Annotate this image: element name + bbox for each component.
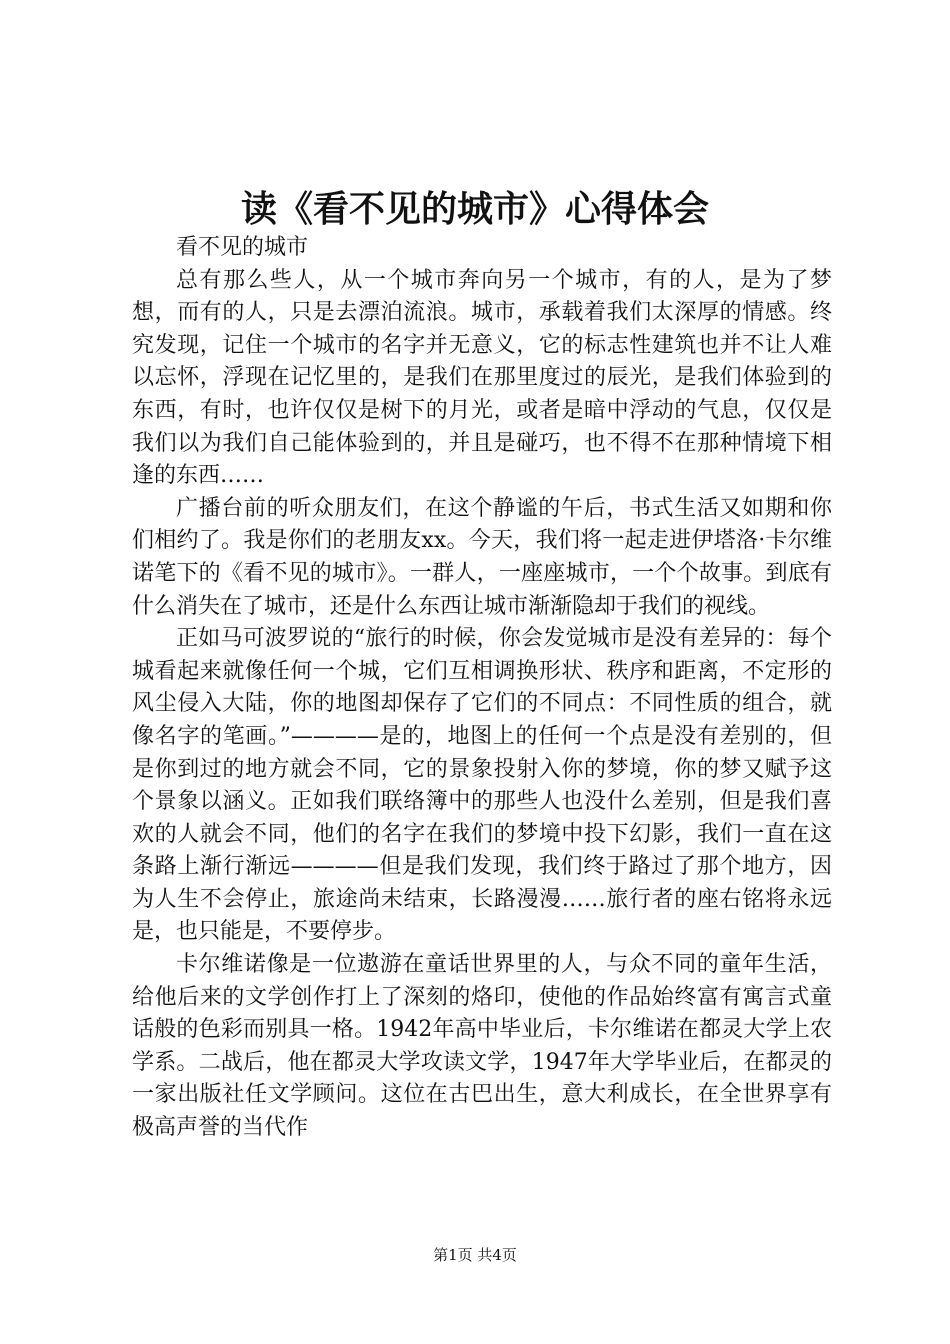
document-subtitle: 看不见的城市 [176,235,309,260]
paragraph-4: 卡尔维诺像是一位遨游在童话世界里的人，与众不同的童年生活，给他后来的文学创作打上了深刻的烙印，使他的作品始终富有寓言式童话般的色彩而别具一格。1942年高中毕业后，卡尔维诺在都灵大学上农学系。二战后，他在都灵大学攻读文学，1947年大学毕业后，在都灵的一家出版社任文学顾问。这位在古巴出生，意大利成长，在全世界享有极高声誉的当代作 [132,952,832,1141]
paragraph-1: 总有那么些人，从一个城市奔向另一个城市，有的人，是为了梦想，而有的人，只是去漂泊流浪。城市，承载着我们太深厚的情感。终究发现，记住一个城市的名字并无意义，它的标志性建筑也并不让人难以忘怀，浮现在记忆里的，是我们在那里度过的辰光，是我们体验到的东西，有时，也许仅仅是树下的月光，或者是暗中浮动的气息，仅仅是我们以为我们自己能体验到的，并且是碰巧，也不得不在那种情境下相逢的东西…… [132,267,832,489]
document-body [132,232,832,1145]
page-number-footer: 第1页 共4页 [433,1246,517,1264]
document-title: 读《看不见的城市》心得体会 [240,188,709,230]
paragraph-3: 正如马可波罗说的“旅行的时候，你会发觉城市是没有差异的：每个城看起来就像任何一个城，它们互相调换形状、秩序和距离，不定形的风尘侵入大陆，你的地图却保存了它们的不同点：不同性质的组合，就像名字的笔画。”————是的，地图上的任何一个点是没有差别的，但是你到过的地方就会不同，它的景象投射入你的梦境，你的梦又赋予这个景象以涵义。正如我们联络簿中的那些人也没什么差别，但是我们喜欢的人就会不同，他们的名字在我们的梦境中投下幻影，我们一直在这条路上渐行渐远————但是我们发现，我们终于路过了那个地方，因为人生不会停止，旅途尚未结束，长路漫漫……旅行者的座右铭将永远是，也只能是，不要停步。 [132,626,832,945]
paragraph-2: 广播台前的听众朋友们，在这个静谧的午后，书式生活又如期和你们相约了。我是你们的老朋友xx。今天，我们将一起走进伊塔洛·卡尔维诺笔下的《看不见的城市》。一群人，一座座城市，一个个故事。到底有什么消失在了城市，还是什么东西让城市渐渐隐却于我们的视线。 [132,495,832,619]
